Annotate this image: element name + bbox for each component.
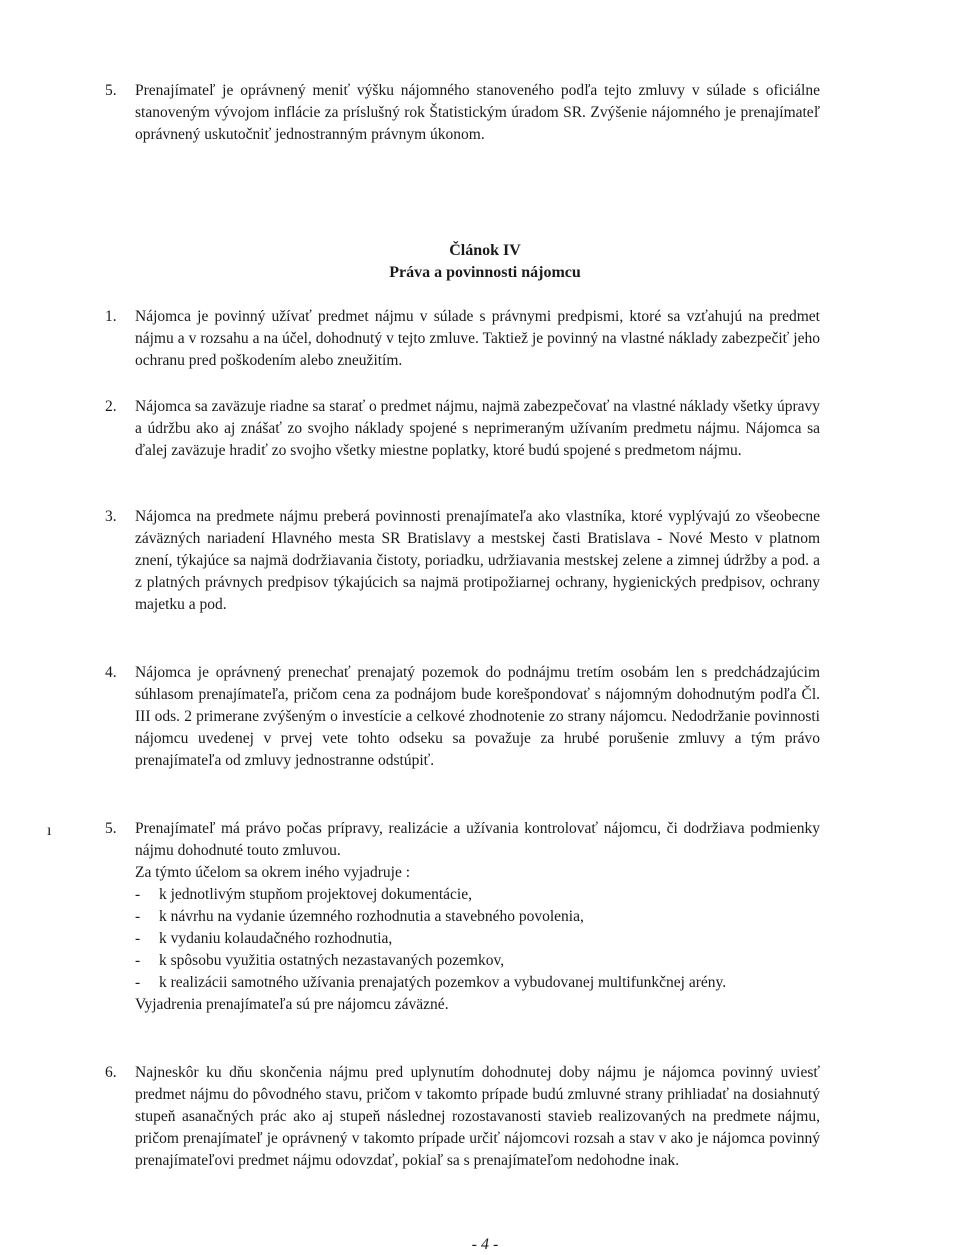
paragraph-top-5 xyxy=(105,80,820,146)
paragraph-text: Nájomca je oprávnený prenechať prenajatý pozemok do podnájmu tretím osobám len s predchádzajúcim súhlasom prenajímateľa, pričom cena za podnájom bude korešpondovať s nájomným dohodnutým podľa Čl. III ods. 2 primerane zvýšeným o investície a celkové zhodnotenie zo strany nájomcu. Nedodržanie povinnosti nájomcu uvedenej v prvej vete tohto odseku sa považuje za hrubé porušenie zmluvy a tým právo prenajímateľa od zmluvy jednostranne odstúpiť. xyxy=(135,664,820,769)
paragraph-text: Nájomca na predmete nájmu preberá povinnosti prenajímateľa ako vlastníka, ktoré vyplývajú zo všeobecne záväzných nariadení Hlavného mesta SR Bratislavy a mestskej časti Bratislava - Nové Mesto v platnom znení, týkajúce sa najmä dodržiavania čistoty, poriadku, udržiavania mestskej zelene a zimnej údržby a pod. a z platných právnych predpisov týkajúcich sa najmä protipožiarnej ochrany, hygienických predpisov, ochrany majetku a pod. xyxy=(135,508,820,613)
paragraph-3 xyxy=(105,506,820,616)
article-title: Článok IV xyxy=(449,242,521,259)
paragraph-number: 6. xyxy=(105,1064,117,1081)
list-item-text: k jednotlivým stupňom projektovej dokumentácie, xyxy=(159,886,472,903)
list-item-text: k realizácii samotného užívania prenajatých pozemkov a vybudovanej multifunkčnej arény. xyxy=(159,974,727,991)
paragraph-number: 2. xyxy=(105,398,117,415)
paragraph-number: 3. xyxy=(105,508,117,525)
paragraph-1 xyxy=(105,306,820,372)
list-item-text: k spôsobu využitia ostatných nezastavaných pozemkov, xyxy=(159,952,505,969)
paragraph-4 xyxy=(105,662,820,772)
paragraph-intro: Prenajímateľ má právo počas prípravy, realizácie a užívania kontrolovať nájomcu, či dodržiava podmienky nájmu dohodnuté touto zmluvou. xyxy=(135,820,820,859)
paragraph-closing: Vyjadrenia prenajímateľa sú pre nájomcu záväzné. xyxy=(135,996,449,1013)
page-number: - 4 - xyxy=(471,1236,499,1253)
list-item xyxy=(135,928,820,950)
list-item-text: k návrhu na vydanie územného rozhodnutia a stavebného povolenia, xyxy=(159,908,584,925)
dash-marker: - xyxy=(135,930,141,947)
dash-marker: - xyxy=(135,908,141,925)
paragraph-text: Prenajímateľ je oprávnený meniť výšku nájomného stanoveného podľa tejto zmluvy v súlade s oficiálne stanoveným vývojom inflácie za príslušný rok Štatistickým úradom SR. Zvýšenie nájomného je prenajímateľ oprávnený uskutočniť jednostranným právnym úkonom. xyxy=(135,82,820,143)
bullet-list xyxy=(135,884,820,994)
margin-mark: ı xyxy=(47,822,52,839)
dash-marker: - xyxy=(135,974,141,991)
paragraph-number: 1. xyxy=(105,308,117,325)
list-item xyxy=(135,884,820,906)
article-subtitle: Práva a povinnosti nájomcu xyxy=(389,264,581,281)
paragraph-number: 5. xyxy=(105,820,117,837)
paragraph-lead: Za týmto účelom sa okrem iného vyjadruje : xyxy=(135,864,411,881)
dash-marker: - xyxy=(135,886,141,903)
paragraph-5 xyxy=(105,818,820,1016)
paragraph-6 xyxy=(105,1062,820,1172)
dash-marker: - xyxy=(135,952,141,969)
paragraph-number: 5. xyxy=(105,82,117,99)
paragraph-text: Nájomca sa zaväzuje riadne sa starať o predmet nájmu, najmä zabezpečovať na vlastné náklady všetky úpravy a údržbu ako aj znášať zo svojho náklady spojené s neprimeraným užívaním predmetu nájmu. Nájomca sa ďalej zaväzuje hradiť zo svojho všetky miestne poplatky, ktoré budú spojené s predmetom nájmu. xyxy=(135,398,820,459)
paragraph-text: Najneskôr ku dňu skončenia nájmu pred uplynutím dohodnutej doby nájmu je nájomca povinný uviesť predmet nájmu do pôvodného stavu, pričom v takomto prípade budú zmluvné strany prihliadať na dosiahnutý stupeň asanačných prác ako aj stupeň následnej rozostavanosti stavieb realizovaných na predmete nájmu, pričom prenajímateľ je oprávnený v takomto prípade určiť nájomcovi rozsah a stav v ako je nájomca povinný prenajímateľovi predmet nájmu odovzdať, pokiaľ sa s prenajímateľom nedohodne inak. xyxy=(135,1064,820,1169)
paragraph-text: Nájomca je povinný užívať predmet nájmu v súlade s právnymi predpismi, ktoré sa vzťahujú na predmet nájmu a v rozsahu a na účel, dohodnutý v tejto zmluve. Taktiež je povinný na vlastné náklady zabezpečiť jeho ochranu pred poškodením alebo zneužitím. xyxy=(135,308,820,369)
paragraph-2 xyxy=(105,396,820,462)
paragraph-number: 4. xyxy=(105,664,117,681)
list-item xyxy=(135,906,820,928)
list-item-text: k vydaniu kolaudačného rozhodnutia, xyxy=(159,930,393,947)
list-item xyxy=(135,972,820,994)
list-item xyxy=(135,950,820,972)
